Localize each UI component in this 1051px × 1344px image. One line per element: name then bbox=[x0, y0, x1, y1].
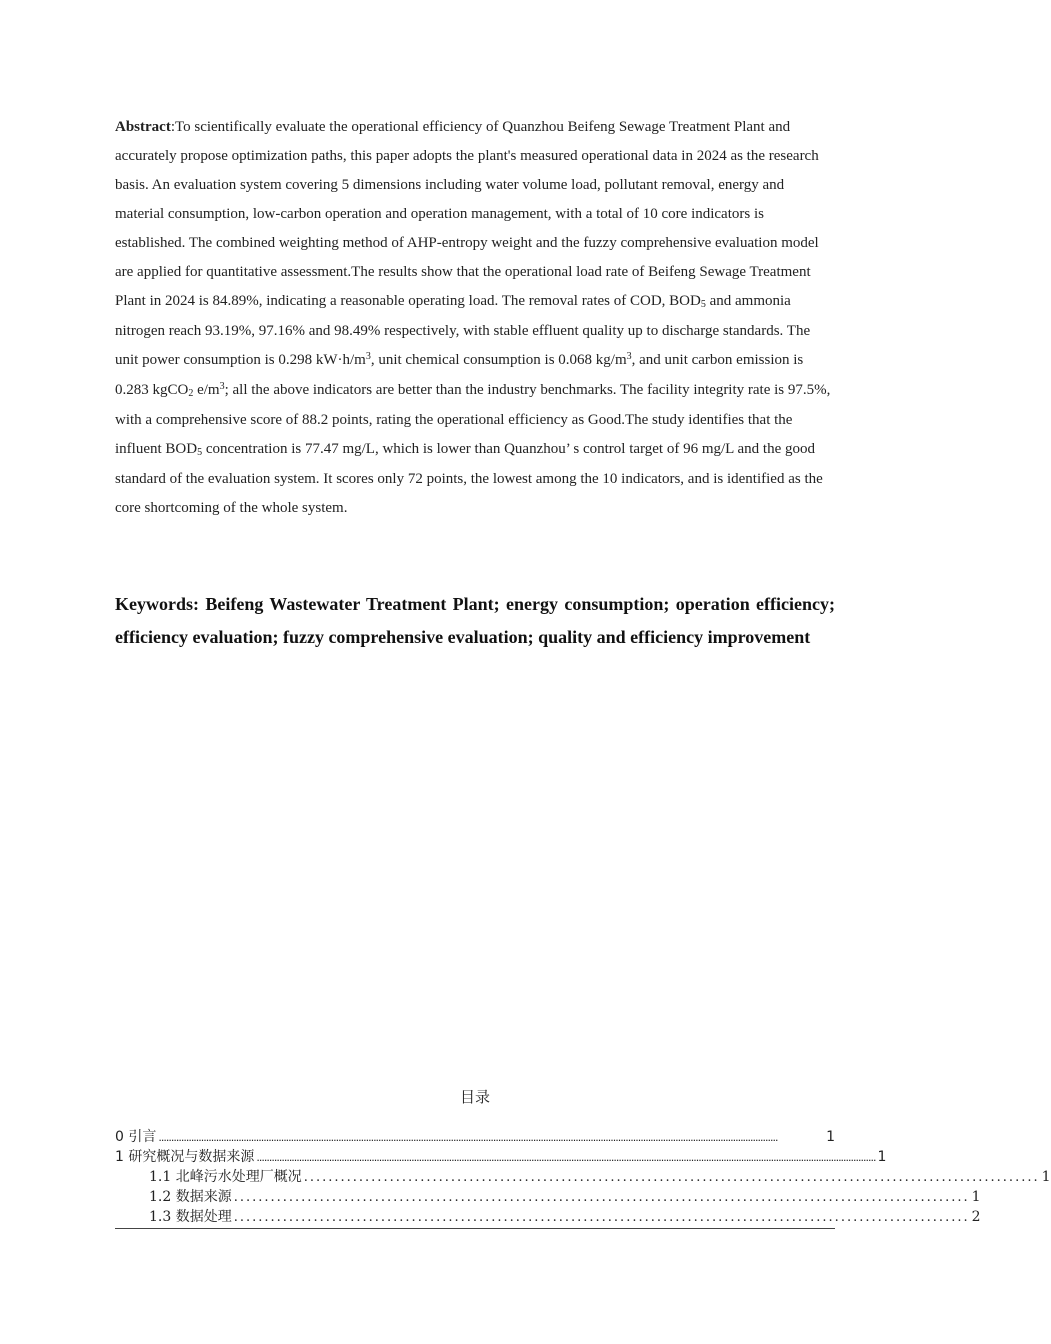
superscript-m3-chemical: 3 bbox=[626, 351, 632, 362]
toc-leader-dots: ........................................................................................................................ bbox=[233, 1210, 970, 1225]
toc-entry-page: 1 bbox=[1041, 1169, 1051, 1185]
toc-entry-plant-overview[interactable] bbox=[115, 1166, 1051, 1186]
abstract-paragraph bbox=[115, 113, 835, 523]
abstract-text-5: e/m bbox=[193, 382, 220, 398]
toc-leader-dots: ........................................................................................................................ bbox=[233, 1190, 970, 1205]
abstract-label: Abstract bbox=[115, 119, 171, 135]
toc-entry-page: 1 bbox=[826, 1129, 835, 1145]
subscript-bod-5: 5 bbox=[700, 299, 706, 310]
toc-leader-dots: ........................................................................................................................................................................................................................................................ bbox=[158, 1131, 778, 1144]
toc-entry-text: 1.3 数据处理 bbox=[149, 1209, 232, 1225]
superscript-m3-carbon: 3 bbox=[219, 381, 225, 392]
toc-entry-data-source[interactable] bbox=[115, 1186, 981, 1206]
toc-entry-research-overview[interactable] bbox=[115, 1146, 887, 1166]
toc-entry-text: 1 研究概况与数据来源 bbox=[115, 1149, 255, 1165]
subscript-bod-5-influent: 5 bbox=[197, 447, 203, 458]
toc-leader-dots: ........................................................................................................................................................................................................................................................ bbox=[256, 1151, 876, 1164]
toc-entry-data-processing[interactable] bbox=[115, 1206, 981, 1226]
table-of-contents bbox=[115, 1126, 1051, 1229]
toc-title: 目录 bbox=[459, 1088, 490, 1106]
toc-leader-dots: ........................................................................................................................ bbox=[303, 1170, 1040, 1185]
toc-entry-page: 2 bbox=[971, 1209, 981, 1225]
abstract-text-6: ; all the above indicators are better than the industry benchmarks. The facility integrity rate is 97.5%, with a comprehensive score of 88.2 points, rating the operational efficiency as Good.The study identifies that the influent BOD bbox=[115, 382, 831, 457]
toc-entry-page: 1 bbox=[971, 1189, 981, 1205]
toc-entry-text: 1.2 数据来源 bbox=[149, 1189, 232, 1205]
toc-entry-text: 0 引言 bbox=[115, 1129, 157, 1145]
abstract-text-3: , unit chemical consumption is 0.068 kg/m bbox=[370, 352, 627, 368]
superscript-m3-power: 3 bbox=[365, 351, 371, 362]
abstract-text-1: :To scientifically evaluate the operational efficiency of Quanzhou Beifeng Sewage Treatment Plant and accurately propose optimization paths, this paper adopts the plant's measured operational data in 2024 as the research basis. An evaluation system covering 5 dimensions including water volume load, pollutant removal, energy and material consumption, low-carbon operation and operation management, with a total of 10 core indicators is established. The combined weighting method of AHP-entropy weight and the fuzzy comprehensive evaluation model are applied for quantitative assessment.The results show that the operational load rate of Beifeng Sewage Treatment Plant in 2024 is 84.89%, indicating a reasonable operating load. The removal rates of COD, BOD bbox=[115, 119, 819, 309]
abstract-text-2: and ammonia nitrogen reach 93.19%, 97.16% and 98.49% respectively, with stable effluent quality up to discharge standards. The unit power consumption is 0.298 kW·h/m bbox=[115, 293, 811, 368]
toc-entry-page: 1 bbox=[877, 1149, 887, 1165]
toc-entry-text: 1.1 北峰污水处理厂概况 bbox=[149, 1169, 302, 1185]
keywords-paragraph: Keywords: Beifeng Wastewater Treatment Plant; energy consumption; operation efficiency; efficiency evaluation; fuzzy comprehensive evaluation; quality and efficiency improvement bbox=[115, 594, 835, 647]
abstract-text-4: , and unit carbon emission is 0.283 kgCO bbox=[115, 352, 804, 398]
subscript-co2: 2 bbox=[188, 388, 194, 399]
toc-entry-introduction[interactable] bbox=[115, 1126, 835, 1146]
abstract-text-7: concentration is 77.47 mg/L, which is lower than Quanzhou’ s control target of 96 mg/L and the good standard of the evaluation system. It scores only 72 points, the lowest among the 10 indicators, and is identified as the core shortcoming of the whole system. bbox=[115, 441, 823, 516]
